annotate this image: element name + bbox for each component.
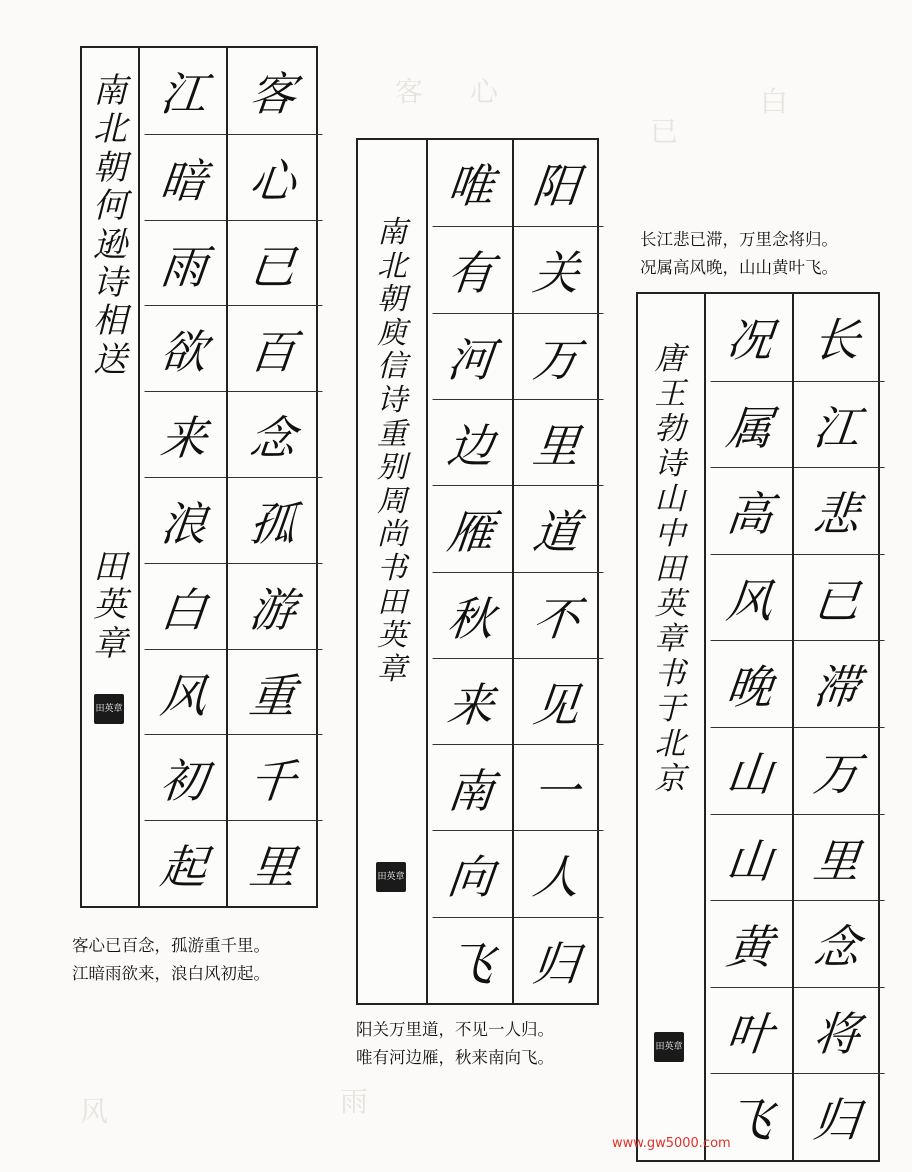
signature-character: 北 [377,248,407,284]
signature-character: 何 [93,186,127,227]
calligraphy-character: 里 [509,399,603,486]
calligraphy-character: 江 [157,66,210,121]
calligraphy-panel-2 [356,138,599,1005]
poem-caption-1 [72,932,270,988]
poem-caption-3 [640,226,838,282]
calligraphy-character: 飞 [423,917,518,1004]
signature-character: 南 [377,215,407,250]
signature-character: 山 [654,481,686,518]
watermark: www.gw5000.com [612,1136,731,1151]
calligraphy-character: 万 [789,727,884,815]
calligraphy-character: 客 [246,66,299,121]
signature-character: 章 [654,621,686,658]
calligraphy-character: 雁 [423,485,518,572]
background-ghost-text: 客 [395,75,424,108]
signature-character: 田 [654,551,686,588]
poem-caption-2 [356,1016,554,1072]
calligraphy-character: 况 [723,313,776,368]
signature-character: 田 [377,584,407,620]
seal-stamp: 田英章 [654,1032,684,1062]
calligraphy-character: 人 [509,830,603,917]
seal-stamp: 田英章 [94,694,124,724]
signature-character: 北 [93,109,127,150]
signature-character: 朝 [377,282,407,318]
signature-character: 唐 [654,341,686,377]
signature-character: 英 [654,586,686,623]
signature-character: 逊 [93,224,127,265]
calligraphy-panel-1 [80,46,318,908]
calligraphy-character: 里 [223,820,322,907]
calligraphy-character: 来 [423,658,518,745]
attribution-text [650,342,690,797]
calligraphy-character: 归 [789,1073,884,1161]
calligraphy-character: 秋 [423,572,518,659]
calligraphy-character: 重 [223,649,322,736]
poem-column-1 [792,294,880,1160]
calligraphy-character: 念 [789,900,884,988]
calligraphy-character: 阳 [530,159,583,214]
signature-character: 英 [93,585,127,626]
calligraphy-character: 长 [810,313,863,368]
seal-stamp: 田英章 [376,862,406,892]
signature-character: 书 [654,656,686,693]
signature-character: 诗 [654,446,686,483]
calligraphy-character: 起 [135,820,232,907]
poem-column-2 [138,48,228,906]
background-ghost-text: 已 [650,115,679,148]
calligraphy-character: 白 [135,563,232,650]
calligraphy-character: 万 [509,313,603,400]
signature-character: 章 [93,623,127,664]
caption-line: 阳关万里道，不见一人归。 [356,1020,554,1039]
calligraphy-character: 山 [701,814,798,902]
calligraphy-character: 雨 [135,220,232,307]
poem-column-1 [512,140,599,1003]
signature-character: 京 [654,761,686,798]
background-ghost-text: 风 [80,1095,109,1128]
calligraphy-character: 将 [789,987,884,1075]
calligraphy-character: 滞 [789,640,884,728]
signature-character: 诗 [377,382,407,418]
signature-character: 庾 [377,315,407,351]
calligraphy-character: 边 [423,399,518,486]
signature-character: 重 [377,416,407,452]
signature-character: 中 [654,516,686,553]
calligraphy-panel-3 [636,292,880,1162]
poem-column-1 [226,48,318,906]
signature-character: 王 [654,376,686,413]
calligraphy-character: 浪 [135,477,232,564]
background-ghost-text: 心 [470,75,499,108]
calligraphy-character: 风 [135,649,232,736]
caption-line: 长江悲已滞，万里念将归。 [640,230,838,249]
calligraphy-character: 山 [701,727,798,815]
signature-character: 尚 [377,517,407,553]
calligraphy-character: 欲 [135,305,232,392]
signature-character: 田 [93,547,127,587]
calligraphy-character: 孤 [223,477,322,564]
signature-character: 送 [93,339,127,380]
signature-character: 英 [377,618,407,654]
signature-character: 勃 [654,411,686,448]
attribution-text [372,216,412,686]
attribution-text [92,72,128,379]
signature-character: 北 [654,726,686,763]
calligraphy-character: 江 [789,381,884,469]
signature-text [90,548,130,663]
calligraphy-character: 已 [223,220,322,307]
signature-character: 章 [377,651,407,687]
calligraphy-character: 里 [789,814,884,902]
calligraphy-character: 见 [509,658,603,745]
signature-character: 书 [377,550,407,586]
signature-character: 信 [377,349,407,385]
attribution-column [638,294,704,1160]
calligraphy-character: 暗 [135,134,232,221]
attribution-column [82,48,138,906]
calligraphy-character: 关 [509,226,603,313]
signature-character: 南 [93,71,127,111]
calligraphy-character: 初 [135,734,232,821]
calligraphy-character: 来 [135,391,232,478]
calligraphy-character: 千 [223,734,322,821]
calligraphy-character: 黄 [701,900,798,988]
calligraphy-character: 属 [701,381,798,469]
caption-line: 唯有河边雁，秋来南向飞。 [356,1048,554,1067]
signature-character: 别 [377,450,407,486]
calligraphy-character: 高 [701,467,798,555]
calligraphy-character: 唯 [444,159,497,214]
calligraphy-character: 向 [423,830,518,917]
signature-character: 相 [93,301,127,342]
calligraphy-character: 晚 [701,640,798,728]
calligraphy-character: 一 [509,744,603,831]
background-ghost-text: 雨 [340,1085,369,1118]
calligraphy-character: 南 [423,744,518,831]
calligraphy-character: 悲 [789,467,884,555]
calligraphy-character: 道 [509,485,603,572]
signature-character: 朝 [93,147,127,188]
calligraphy-character: 风 [701,554,798,642]
calligraphy-character: 不 [509,572,603,659]
caption-line: 江暗雨欲来，浪白风初起。 [72,964,270,983]
signature-character: 于 [654,691,686,728]
calligraphy-character: 归 [509,917,603,1004]
poem-column-2 [426,140,514,1003]
calligraphy-character: 已 [789,554,884,642]
calligraphy-character: 河 [423,313,518,400]
calligraphy-character: 游 [223,563,322,650]
calligraphy-character: 百 [223,305,322,392]
calligraphy-character: 叶 [701,987,798,1075]
background-ghost-text: 白 [760,85,789,118]
caption-line: 客心已百念，孤游重千里。 [72,936,270,955]
calligraphy-character: 飞 [701,1073,798,1161]
attribution-column [358,140,426,1003]
poem-column-2 [704,294,794,1160]
calligraphy-character: 心 [223,134,322,221]
caption-line: 况属高风晚，山山黄叶飞。 [640,258,838,277]
calligraphy-character: 有 [423,226,518,313]
signature-character: 诗 [93,263,127,304]
calligraphy-character: 念 [223,391,322,478]
signature-character: 周 [377,483,407,519]
